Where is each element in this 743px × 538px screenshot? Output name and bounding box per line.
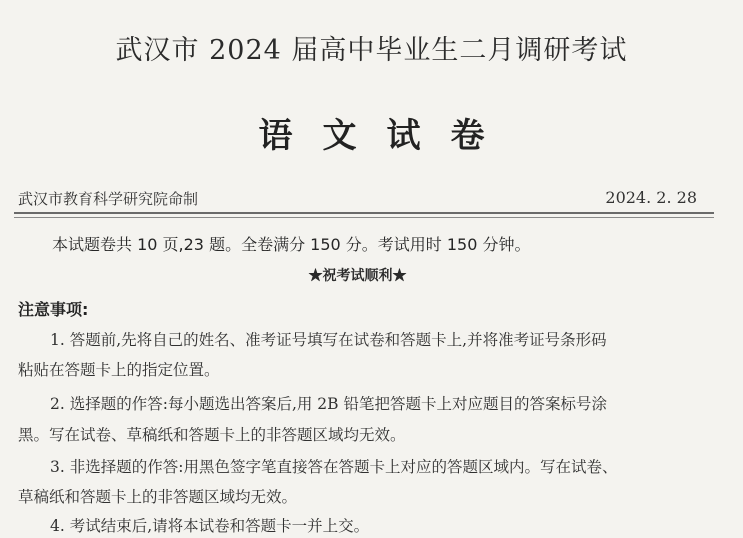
issuer-text: 武汉市教育科学研究院命制 [18, 190, 199, 208]
note-line: 4. 考试结束后,请将本试卷和答题卡一并上交。 [50, 517, 370, 535]
note-line: 草稿纸和答题卡上的非答题区域均无效。 [18, 488, 298, 506]
note-line: 3. 非选择题的作答:用黑色签字笔直接答在答题卡上对应的答题区域内。写在试卷、 [50, 458, 618, 476]
header-divider-thin [14, 217, 714, 218]
header-divider-thick [14, 212, 714, 214]
exam-date: 2024. 2. 28 [605, 188, 697, 207]
note-line: 1. 答题前,先将自己的姓名、准考证号填写在试卷和答题卡上,并将准考证号条形码 [50, 331, 607, 349]
subject-title: 语文试卷 [258, 116, 515, 156]
good-luck-wish: ★祝考试顺利★ [308, 268, 407, 284]
exam-info: 本试题卷共 10 页,23 题。全卷满分 150 分。考试用时 150 分钟。 [52, 235, 531, 254]
note-line: 粘贴在答题卡上的指定位置。 [18, 361, 220, 379]
note-line: 2. 选择题的作答:每小题选出答案后,用 2B 铅笔把答题卡上对应题目的答案标号涂 [50, 395, 607, 413]
note-line: 黑。写在试卷、草稿纸和答题卡上的非答题区域均无效。 [18, 426, 406, 444]
notes-heading: 注意事项: [18, 300, 89, 319]
exam-title: 武汉市 2024 届高中毕业生二月调研考试 [115, 35, 628, 66]
